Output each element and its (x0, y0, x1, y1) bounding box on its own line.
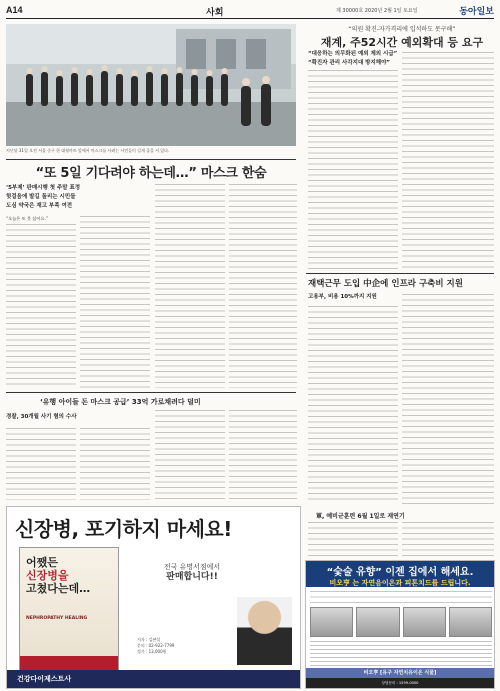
body-text (402, 52, 494, 270)
book-cover (19, 547, 119, 675)
product-image (356, 607, 399, 637)
subhead-remote-work: 고용부, 비용 10%까지 지원 (308, 294, 377, 300)
article-column (402, 52, 494, 270)
subhead-fraud: 경찰, 30개월 사기 혐의 수사 (6, 414, 77, 420)
kicker: “의원 확진-자가격리에 입석하도 못구해” (348, 26, 456, 33)
news-photo (6, 24, 296, 146)
article-column (308, 70, 398, 270)
body-text (6, 428, 76, 500)
product-image (449, 607, 492, 637)
article-column (402, 294, 494, 504)
headline-mask: “또 5일 기다려야 하는데…” 마스크 한숨 (35, 166, 267, 181)
article-column (229, 410, 297, 500)
section-name: 사회 (206, 8, 224, 18)
body-text (80, 216, 150, 388)
subhead-1 (6, 184, 151, 211)
info-line: 정가 : 13,000원 (137, 649, 167, 654)
info-line: 저자 : 김판섭 (137, 637, 161, 642)
body-text (155, 184, 225, 388)
body-text (155, 410, 225, 500)
ad-product-bar: 비오亨 [유구 자연치유이온 식물] (306, 668, 494, 678)
article-column (80, 428, 150, 500)
masthead (6, 5, 494, 19)
article-column (229, 184, 297, 388)
headline-business: 재계, 주52시간 예외확대 등 요구 (320, 36, 484, 49)
body-text (308, 70, 398, 270)
body-text (6, 224, 76, 389)
body-text (308, 306, 398, 504)
ad-promo (137, 562, 247, 582)
subhead-line: “대응하는 의무화된 예외 제외 시급” (308, 51, 398, 57)
book-advertisement[interactable] (6, 506, 301, 689)
article-column (155, 184, 225, 388)
divider (6, 392, 296, 393)
subhead-line: “확진자 관리 사각지대 방지해야” (308, 60, 391, 66)
publisher-bar: 건강다이제스트사 (7, 670, 300, 688)
divider (6, 159, 296, 160)
body-text (229, 184, 297, 388)
headline-fraud: ‘유행 아이들 돈 마스크 공급’ 33억 가로채려다 덜미 (40, 398, 201, 406)
body-text (310, 591, 492, 605)
subhead-line: 도심 약국은 재고 부족 여전 (6, 203, 73, 209)
ad-copy (310, 591, 492, 605)
promo-line: 전국 유명서점에서 (163, 563, 221, 571)
body-text (402, 522, 494, 556)
newspaper-logo: 동아일보 (459, 7, 494, 17)
book-title-line: 어쨌든 (26, 556, 58, 569)
product-advertisement[interactable] (305, 560, 495, 689)
author-photo (237, 597, 292, 665)
article-column (402, 522, 494, 556)
info-line: 문의 : 02-922-7799 (137, 643, 175, 648)
divider (306, 273, 494, 274)
subhead-business (308, 50, 398, 68)
article-column (6, 216, 76, 388)
ad-header (306, 561, 494, 587)
article-column (155, 410, 225, 500)
body-text (308, 522, 398, 556)
subhead-line: ‘5부제’ 판매시행 첫 주말 표정 (6, 185, 81, 191)
ad-contact: 상담문의 : 1599-0000 (306, 678, 494, 688)
body-text (229, 410, 297, 500)
ad-headline: 신장병, 포기하지 마세요! (15, 517, 232, 541)
book-title-line: 고쳤다는데… (26, 582, 91, 595)
book-title-line: 신장병을 (26, 569, 69, 582)
ad-bullets (310, 641, 492, 669)
headline-remote-work: 재택근무 도입 中企에 인프라 구축비 지원 (308, 279, 463, 289)
issue-date: 제 30000호 2020년 2월 1일 토요일 (336, 8, 418, 14)
article-column (308, 306, 398, 504)
promo-line: 판매합니다!! (166, 572, 218, 582)
photo-caption: 지난달 31일 오전 서울 중구 한 대형마트 앞에서 마스크를 사려는 시민들이 길게 줄을 서 있다. (6, 148, 170, 153)
ad-info (137, 637, 174, 655)
body-text (402, 294, 494, 504)
book-subtitle: NEPHROPATHY HEALING (26, 616, 88, 621)
subhead-line: 헛걸음에 발길 돌리는 시민들 (6, 194, 76, 200)
article-column (308, 522, 398, 556)
ad-tagline: 비오亨 는 자연음이온과 피톤치드를 드립니다. (329, 579, 471, 587)
body-text (80, 428, 150, 500)
lead-quote: “오늘은 또 못 샀어요.” (6, 216, 49, 221)
page-number: A14 (6, 5, 23, 15)
article-column (80, 216, 150, 388)
article-column (6, 428, 76, 500)
headline-reserve: 軍, 예비군훈련 6월 1일로 재연기 (316, 513, 405, 520)
ad-headline: “숯술 유향” 이젠 집에서 해세요. (326, 567, 474, 578)
product-images (310, 607, 492, 637)
product-image (310, 607, 353, 637)
product-image (403, 607, 446, 637)
book-title (26, 556, 90, 595)
